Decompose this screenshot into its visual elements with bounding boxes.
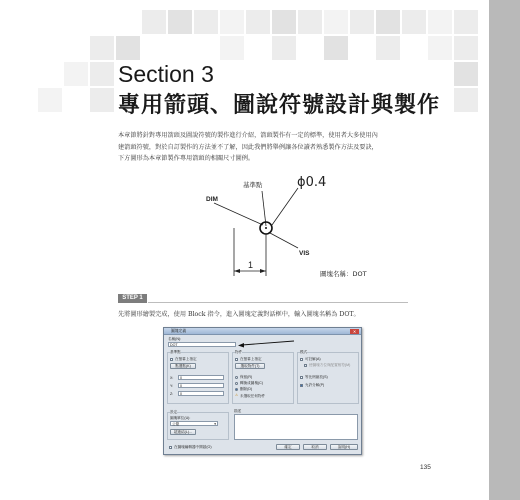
x-input[interactable]: [178, 375, 224, 380]
section-label: Section 3: [118, 61, 214, 87]
warning-icon: ⚠: [235, 393, 239, 397]
step-tag: STEP 1: [118, 294, 147, 303]
dimension-arrowhead: [260, 269, 266, 273]
decor-square: [90, 36, 114, 60]
z-value: 0: [180, 392, 182, 396]
page-edge-band: [489, 0, 520, 500]
x-label: X:: [170, 376, 174, 380]
block-unit-label: 圖塊單位(U):: [170, 416, 191, 420]
select-objects-label: 選取物件(T): [240, 364, 260, 368]
decor-square: [324, 10, 348, 34]
delete-radio[interactable]: [235, 388, 238, 391]
hyperlink-label: 超連結(L)...: [173, 430, 193, 434]
vis-label: VIS: [299, 250, 310, 257]
step-rule: [148, 302, 408, 303]
vis-leader-line: [270, 233, 298, 248]
dialog-titlebar: [164, 328, 361, 335]
decor-square: [38, 88, 62, 112]
select-objects-button[interactable]: [235, 363, 265, 369]
decor-square: [246, 10, 270, 34]
scale-uniformly-label: 等比例縮放(S): [305, 375, 328, 379]
diameter-leader-line: [272, 188, 298, 225]
open-in-editor-label: 在圖塊編輯器中開啟(O): [174, 445, 212, 449]
settings-group-label: 設定: [170, 410, 178, 414]
close-button[interactable]: ✕: [350, 329, 359, 334]
decor-square: [272, 36, 296, 60]
base-point-leader-line: [262, 191, 266, 226]
dimension-value: 1: [248, 260, 254, 270]
page-title: 專用箭頭、圖說符號設計與製作: [118, 93, 441, 118]
description-textarea[interactable]: [234, 414, 358, 440]
base-point-dot: [265, 227, 267, 229]
decor-square: [428, 10, 452, 34]
block-unit-select[interactable]: [170, 421, 218, 426]
decor-square: [350, 10, 374, 34]
annotation-arrow: [236, 339, 296, 349]
y-value: 0: [180, 384, 182, 388]
diameter-label: ϕ0.4: [297, 175, 327, 190]
decor-square: [272, 10, 296, 34]
decor-square: [64, 62, 88, 86]
cancel-label: 取消: [311, 445, 319, 449]
pick-point-button[interactable]: [170, 363, 196, 369]
base-point-group-label: 基準點: [170, 350, 181, 354]
ok-label: 確定: [284, 445, 292, 449]
delete-label: 刪除(D): [240, 387, 253, 391]
retain-radio[interactable]: [235, 376, 238, 379]
pick-point-label: 點選點(K): [175, 364, 191, 368]
base-point-label: 基準點: [243, 182, 263, 189]
arrow-dimension-figure: [200, 170, 360, 280]
chevron-down-icon: ▾: [214, 422, 216, 426]
intro-line: 本章節將針對專用箭頭及圖說符號的製作進行介紹，箭頭製作有一定的標準，使用者大多使用內: [118, 132, 378, 139]
open-in-editor-checkbox[interactable]: [169, 446, 172, 449]
y-input[interactable]: [178, 383, 224, 388]
decor-square: [168, 10, 192, 34]
objects-on-screen-label: 在螢幕上指定: [240, 357, 262, 361]
selected-count: 未選取任何物件: [240, 394, 266, 398]
allow-exploding-label: 允許分解(P): [305, 383, 325, 387]
help-label: 說明(H): [337, 445, 351, 449]
decor-square: [454, 10, 478, 34]
intro-line: 建箭頭符號，對於自訂製作的方法並不了解，因此我們將舉例讓各位讀者熟悉製作方法及要訣，: [118, 143, 378, 151]
intro-line: 下方圖形為本章節製作專用箭頭的相關尺寸圖例。: [118, 155, 255, 162]
decor-square: [454, 88, 478, 112]
y-label: Y:: [170, 384, 174, 388]
base-on-screen-label: 在螢幕上指定: [175, 357, 197, 361]
decor-square: [298, 10, 322, 34]
figure-caption: 圖塊名稱：DOT: [320, 270, 367, 278]
decor-square: [116, 36, 140, 60]
base-on-screen-checkbox[interactable]: [170, 358, 173, 361]
decor-square: [454, 62, 478, 86]
ok-button[interactable]: [276, 444, 300, 450]
decor-square: [454, 36, 478, 60]
behavior-group-label: 模式: [300, 350, 308, 354]
scale-uniformly-checkbox[interactable]: [300, 376, 303, 379]
retain-label: 保留(R): [240, 375, 253, 379]
block-unit-value: 公釐: [172, 422, 180, 426]
dimension-arrowhead: [234, 269, 240, 273]
block-name-input[interactable]: [168, 342, 236, 347]
dialog-title: 圖塊定義: [171, 329, 187, 333]
decor-square: [376, 36, 400, 60]
z-label: Z:: [170, 392, 174, 396]
convert-label: 轉換成圖塊(C): [240, 381, 263, 385]
decor-square: [142, 10, 166, 34]
annotative-label: 可註解(A): [305, 357, 321, 361]
z-input[interactable]: [178, 391, 224, 396]
decor-square: [220, 10, 244, 34]
convert-radio[interactable]: [235, 382, 238, 385]
decor-square: [90, 88, 114, 112]
decor-square: [324, 36, 348, 60]
help-button[interactable]: [330, 444, 358, 450]
block-name-value: DOT: [170, 343, 178, 347]
match-orientation-checkbox[interactable]: [304, 364, 307, 367]
name-label: 名稱(N):: [168, 337, 182, 341]
dim-label: DIM: [206, 196, 218, 203]
decor-square: [428, 36, 452, 60]
x-value: 0: [180, 376, 182, 380]
allow-exploding-checkbox[interactable]: [300, 384, 303, 387]
objects-on-screen-checkbox[interactable]: [235, 358, 238, 361]
page-number: 135: [420, 464, 431, 471]
dim-leader-line: [214, 203, 263, 225]
decor-square: [376, 10, 400, 34]
objects-group-label: 物件: [235, 350, 243, 354]
block-definition-dialog: [163, 327, 362, 455]
decor-square: [90, 62, 114, 86]
decor-square: [194, 10, 218, 34]
match-orientation-label: 使圖塊方位與配置相符(M): [309, 363, 351, 367]
step-text: 先將圖形繪製完成，使用 Block 指令，進入圖塊定義對話框中，輸入圖塊名稱為 DOT。: [118, 311, 360, 318]
hyperlink-button[interactable]: [170, 429, 196, 435]
cancel-button[interactable]: [303, 444, 327, 450]
description-label: 描述: [234, 409, 242, 413]
annotative-checkbox[interactable]: [300, 358, 303, 361]
intro-paragraph: [118, 130, 408, 165]
decor-square: [402, 10, 426, 34]
decor-square: [220, 36, 244, 60]
